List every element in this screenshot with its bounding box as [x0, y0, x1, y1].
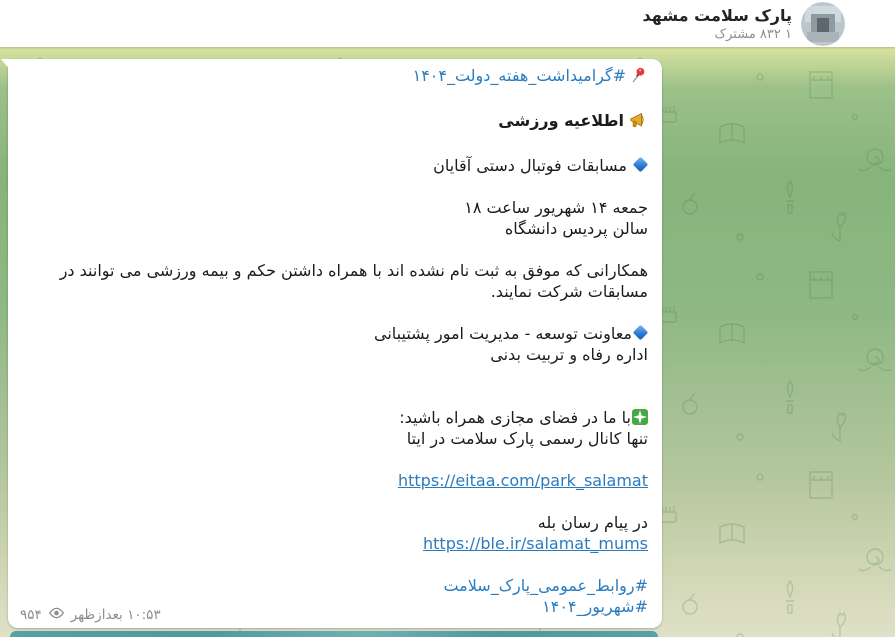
hashtag-link-shahrivar[interactable]: #شهریور_۱۴۰۴	[542, 597, 648, 616]
social-subheading: تنها کانال رسمی پارک سلامت در ایتا	[406, 429, 648, 448]
eitaa-link-line	[20, 470, 648, 491]
event-datetime: جمعه ۱۴ شهریور ساعت ۱۸	[464, 198, 648, 217]
sparkle-icon	[632, 409, 648, 425]
eye-icon	[48, 607, 65, 623]
department-signature	[20, 323, 648, 365]
social-heading: با ما در فضای مجازی همراه باشید:	[399, 408, 631, 427]
message-bubble	[8, 59, 662, 628]
channel-header[interactable]	[0, 0, 895, 47]
blue-diamond-icon	[633, 157, 649, 173]
social-heading-block	[20, 407, 648, 449]
blue-diamond-icon	[633, 325, 649, 341]
bale-block	[20, 512, 648, 554]
pinned-hashtag-line	[20, 65, 648, 89]
eitaa-channel-link[interactable]: https://eitaa.com/park_salamat	[397, 471, 648, 490]
announcement-title-line	[20, 110, 648, 134]
announcement-title: اطلاعیه ورزشی	[498, 111, 624, 130]
megaphone-icon	[629, 112, 648, 134]
event-details	[20, 197, 648, 239]
next-message-photo-edge[interactable]	[10, 631, 658, 637]
avatar-photo	[801, 2, 845, 46]
note-paragraph: همکارانی که موفق به ثبت نام نشده اند با همراه داشتن حکم و بیمه ورزشی می توانند در مسابقات شرکت نمایند.	[59, 261, 648, 301]
channel-title[interactable]: پارک سلامت مشهد	[642, 6, 792, 25]
event-title: مسابقات فوتبال دستی آقایان	[433, 156, 627, 175]
bale-channel-link[interactable]: https://ble.ir/salamat_mums	[423, 534, 648, 553]
event-title-line	[20, 155, 648, 176]
view-count: ۹۵۴	[20, 607, 42, 623]
dept-line1: معاونت توسعه - مدیریت امور پشتیبانی	[374, 324, 632, 343]
message-body	[8, 59, 662, 617]
channel-subscriber-count: ۱ ۸۳۲ مشترک	[714, 27, 792, 42]
hashtag-link-dawlat-week[interactable]: #گرامیداشت_هفته_دولت_۱۴۰۴	[412, 66, 626, 85]
dept-line2: اداره رفاه و تربیت بدنی	[490, 345, 648, 364]
channel-avatar[interactable]	[801, 2, 845, 46]
message-time: ۱۰:۵۳ بعدازظهر	[70, 607, 161, 623]
bale-label: در پیام رسان بله	[537, 513, 648, 532]
message-meta	[20, 607, 161, 623]
pushpin-icon	[630, 66, 648, 89]
hashtag-link-public-relations[interactable]: #روابط_عمومی_پارک_سلامت	[443, 576, 648, 595]
event-venue: سالن پردیس دانشگاه	[504, 219, 648, 238]
